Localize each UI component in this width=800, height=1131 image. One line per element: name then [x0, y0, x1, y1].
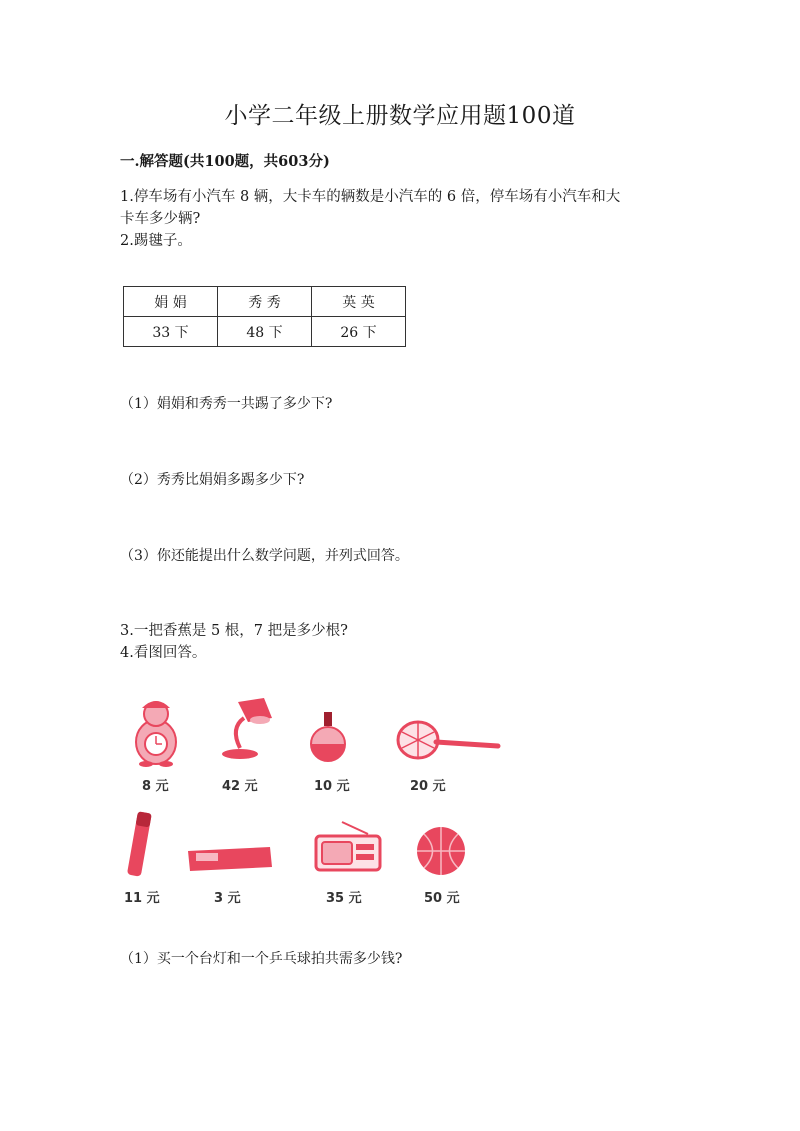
question-1-line-2: 卡车多少辆?: [120, 211, 201, 227]
table-row: [124, 317, 406, 347]
price-label: 10 元: [314, 779, 350, 794]
basketball-icon: [414, 824, 524, 878]
radio-icon: [312, 820, 422, 876]
table-header-row: [124, 287, 406, 317]
price-label: 11 元: [124, 891, 160, 906]
price-label: 3 元: [214, 891, 241, 906]
question-4: 4.看图回答。: [120, 645, 207, 661]
question-1-line-1: 1.停车场有小汽车 8 辆，大卡车的辆数是小汽车的 6 倍，停车场有小汽车和大: [120, 189, 621, 205]
question-2-sub-1: （1）娟娟和秀秀一共踢了多少下?: [120, 396, 333, 412]
question-2: 2.踢毽子。: [120, 233, 192, 249]
price-label: 20 元: [410, 779, 446, 794]
table-cell: 48 下: [218, 317, 312, 347]
section-heading: 一.解答题(共100题，共603分): [120, 153, 330, 170]
question-2-sub-3: （3）你还能提出什么数学问题，并列式回答。: [120, 548, 409, 564]
question-4-sub-1: （1）买一个台灯和一个乒乓球拍共需多少钱?: [120, 951, 403, 967]
question-1: [120, 186, 620, 230]
table-header-cell: 秀 秀: [218, 287, 312, 317]
pencil-box-icon: [186, 843, 296, 873]
table-header-cell: 娟 娟: [124, 287, 218, 317]
price-label: 35 元: [326, 891, 362, 906]
price-label: 50 元: [424, 891, 460, 906]
question-3: 3.一把香蕉是 5 根，7 把是多少根?: [120, 623, 348, 639]
page-title: 小学二年级上册数学应用题100道: [224, 103, 576, 129]
price-label: 8 元: [142, 779, 169, 794]
badminton-racket-icon: [396, 716, 506, 766]
table-header-cell: 英 英: [312, 287, 406, 317]
question-2-sub-2: （2）秀秀比娟娟多踢多少下?: [120, 472, 305, 488]
table-cell: 26 下: [312, 317, 406, 347]
table-cell: 33 下: [124, 317, 218, 347]
price-label: 42 元: [222, 779, 258, 794]
kick-count-table: [123, 286, 406, 347]
